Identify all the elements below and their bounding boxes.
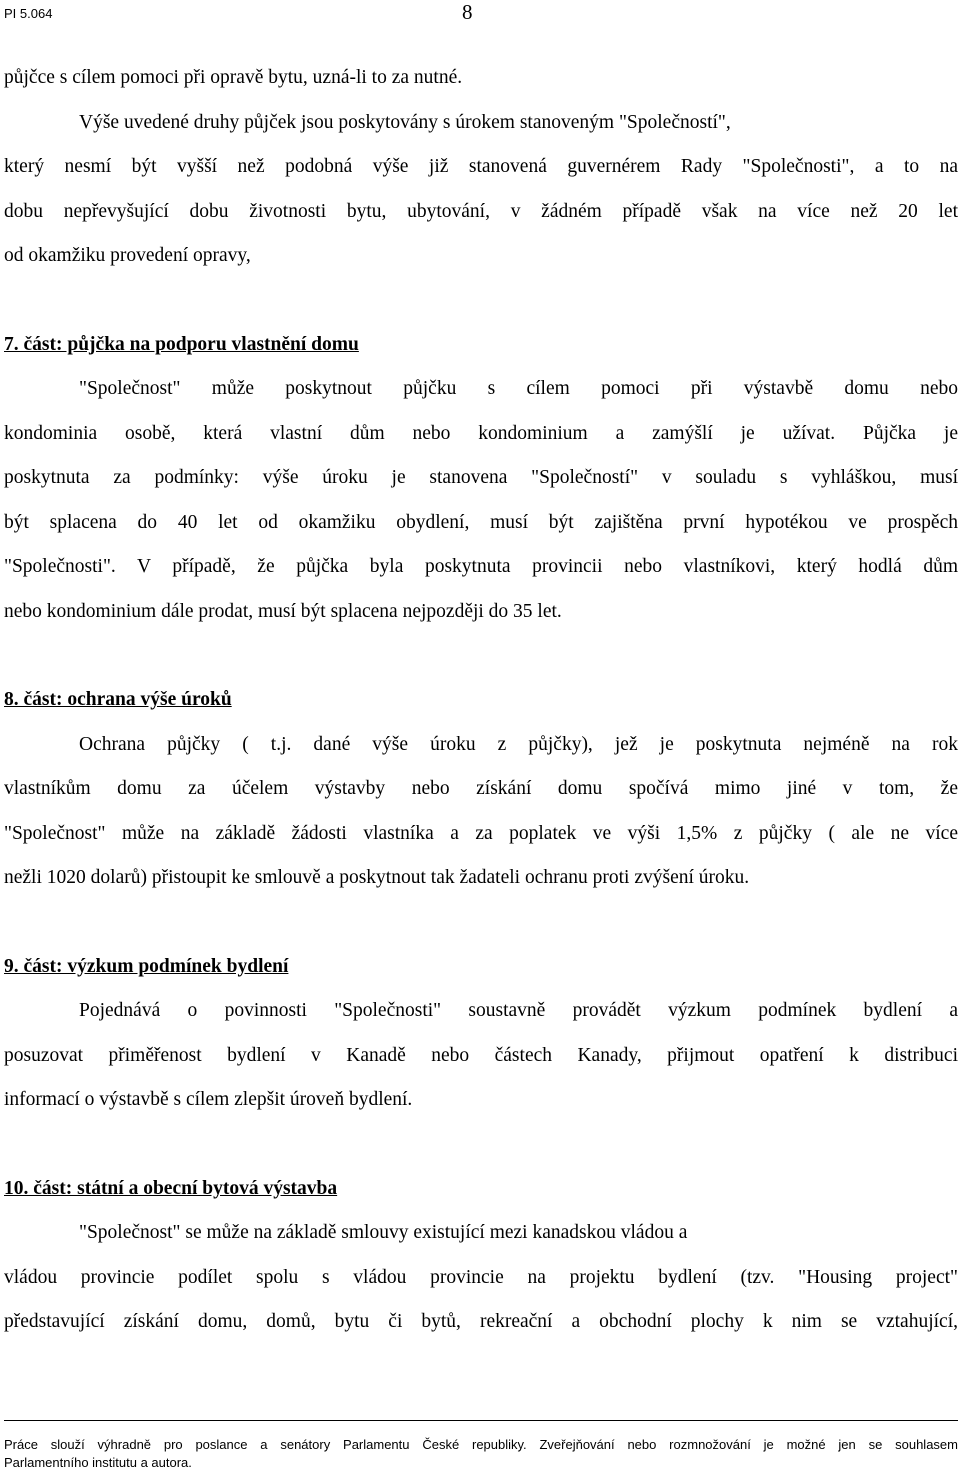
section-heading-8: 8. část: ochrana výše úroků (4, 689, 232, 710)
section7-line: být splacena do 40 let od okamžiku obydlení, musí být zajištěna první hypotékou ve prospěch (4, 511, 958, 533)
section7-line: "Společnosti". V případě, že půjčka byla poskytnuta provincii nebo vlastníkovi, který hodlá dům (4, 556, 958, 577)
section-heading-9: 9. část: výzkum podmínek bydlení (4, 955, 289, 977)
intro-line: od okamžiku provedení opravy, (4, 245, 251, 266)
section9-line: posuzovat přiměřenost bydlení v Kanadě nebo částech Kanady, přijmout opatření k distribuci (4, 1044, 958, 1066)
page-number: 8 (462, 0, 473, 24)
section7-line: poskytnuta za podmínky: výše úroku je stanovena "Společností" v souladu s vyhláškou, musí (4, 467, 958, 488)
section8-line: Ochrana půjčky ( t.j. dané výše úroku z půjčky), jež je poskytnuta nejméně na rok (79, 733, 958, 755)
section7-line: nebo kondominium dále prodat, musí být splacena nejpozději do 35 let. (4, 600, 562, 622)
intro-line: dobu nepřevyšující dobu životnosti bytu, ubytování, v žádném případě však na více než 20 let (4, 200, 958, 222)
section10-line: "Společnost" se může na základě smlouvy existující mezi kanadskou vládou a (79, 1222, 688, 1243)
section8-line: "Společnost" může na základě žádosti vlastníka a za poplatek ve výši 1,5% z půjčky ( ale ne více (4, 822, 958, 844)
section-heading-10: 10. část: státní a obecní bytová výstavba (4, 1177, 338, 1199)
section9-line: informací o výstavbě s cílem zlepšit úroveň bydlení. (4, 1089, 413, 1110)
document-body (4, 56, 958, 1345)
footer-notice-line: Parlamentního institutu a autora. (4, 1455, 192, 1470)
section-heading-7: 7. část: půjčka na podporu vlastnění domu (4, 333, 359, 355)
document-id: PI 5.064 (4, 6, 53, 21)
footer-divider (4, 1420, 958, 1421)
section9-line: Pojednává o povinnosti "Společnosti" soustavně provádět výzkum podmínek bydlení a (79, 1000, 958, 1021)
footer (4, 1436, 958, 1472)
intro-line: který nesmí být vyšší než podobná výše již stanovená guvernérem Rady "Společnosti", a to na (4, 156, 958, 177)
section7-line: kondominia osobě, která vlastní dům nebo kondominium a zamýšlí je užívat. Půjčka je (4, 422, 958, 444)
footer-notice-line: Práce slouží výhradně pro poslance a senátory Parlamentu České republiky. Zveřejňování nebo rozmnožování je možné jen se souhlasem (4, 1437, 958, 1452)
section10-line: vládou provincie podílet spolu s vládou provincie na projektu bydlení (tzv. "Housing project" (4, 1266, 958, 1288)
section7-line: "Společnost" může poskytnout půjčku s cílem pomoci při výstavbě domu nebo (79, 378, 958, 399)
section8-line: vlastníkům domu za účelem výstavby nebo získání domu spočívá mimo jiné v tom, že (4, 778, 958, 799)
section10-line: představující získání domu, domů, bytu či bytů, rekreační a obchodní plochy k nim se vztahující, (4, 1311, 958, 1332)
intro-paragraph-start: Výše uvedené druhy půjček jsou poskytovány s úrokem stanoveným "Společností", (79, 111, 731, 133)
section8-line: nežli 1020 dolarů) přistoupit ke smlouvě a poskytnout tak žadateli ochranu proti zvýšení úroku. (4, 867, 750, 888)
intro-line: půjčce s cílem pomoci při opravě bytu, uzná-li to za nutné. (4, 67, 463, 88)
